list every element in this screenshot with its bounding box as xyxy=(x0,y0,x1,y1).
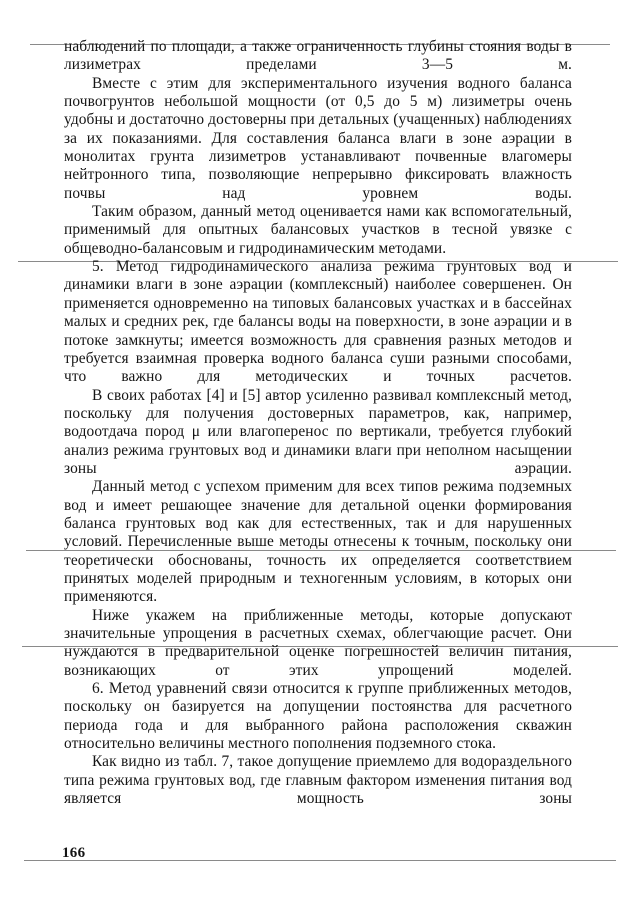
paragraph: наблюдений по площади, а также ограниченность глубины стояния воды в лизиметрах пределами 3—5 м. xyxy=(64,38,572,74)
paragraph: Данный метод с успехом применим для всех типов режима подземных вод и имеет решающее значение для детальной оценки формирования баланса грунтовых вод как для естественных, так и для нарушенных условий. Перечисленные выше методы отнесены к точным, поскольку они теоретически обоснованы, точность их определяется соответствием принятых моделей природным и техногенным условиям, в которых они применяются. xyxy=(64,478,572,606)
paragraph: 6. Метод уравнений связи относится к группе приближенных методов, поскольку он базируется на допущении постоянства для расчетного периода года и для выбранного района расположения скважин относительно величины местного пополнения подземного стока. xyxy=(64,680,572,753)
body-text xyxy=(64,38,572,808)
paragraph: В своих работах [4] и [5] автор усиленно развивал комплексный метод, поскольку для получения достоверных параметров, как, например, водоотдача пород μ или влагоперенос по вертикали, требуется глубокий анализ режима грунтовых вод и динамики влаги при неполном насыщении зоны аэрации. xyxy=(64,386,572,477)
paragraph: Ниже укажем на приближенные методы, которые допускают значительные упрощения в расчетных схемах, облегчающие расчет. Они нуждаются в предварительной оценке погрешностей величин питания, возникающих от этих упрощений моделей. xyxy=(64,606,572,679)
paragraph: Как видно из табл. 7, такое допущение приемлемо для водораздельного типа режима грунтовых вод, где главным фактором изменения питания вод является мощность зоны xyxy=(64,753,572,808)
page-number: 166 xyxy=(62,845,86,861)
scan-rule xyxy=(24,860,616,861)
paragraph: Таким образом, данный метод оценивается нами как вспомогательный, применимый для опытных балансовых участков в тесной увязке с общеводно-балансовым и гидродинамическим методами. xyxy=(64,203,572,257)
paragraph: Вместе с этим для экспериментального изучения водного баланса почвогрунтов небольшой мощности (от 0,5 до 5 м) лизиметры очень удобны и достаточно достоверны при детальных (учащенных) наблюдениях за их показаниями. Для составления баланса влаги в зоне аэрации в монолитах грунта лизиметров устанавливают почвенные влагомеры нейтронного типа, позволяющие непрерывно фиксировать влажность почвы над уровнем воды. xyxy=(64,74,572,202)
paragraph: 5. Метод гидродинамического анализа режима грунтовых вод и динамики влаги в зоне аэрации (комплексный) наиболее совершенен. Он применяется одновременно на типовых балансовых участках и в бассейнах малых и средних рек, где балансы воды на поверхности, в зоне аэрации и в потоке замкнуты; имеется возможность для сравнения разных методов и требуется взаимная проверка водного баланса суши разными способами, что важно для методических и точных расчетов. xyxy=(64,258,572,386)
